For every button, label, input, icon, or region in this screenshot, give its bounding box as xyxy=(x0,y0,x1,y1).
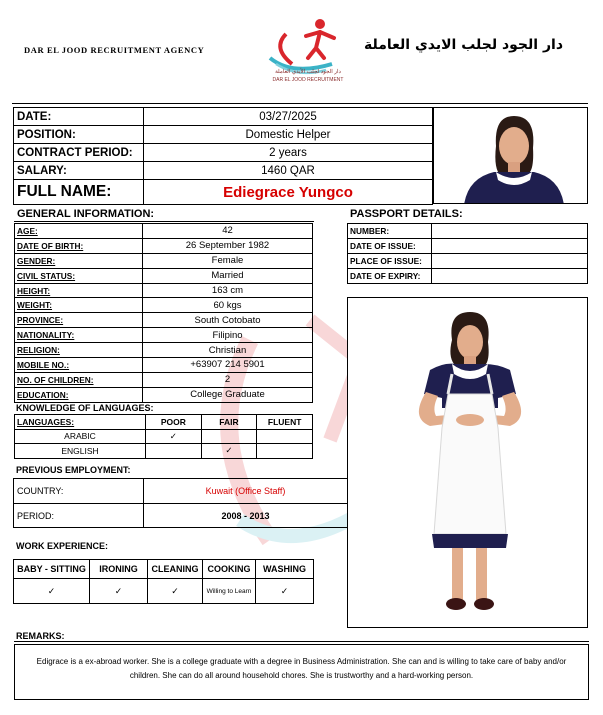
ironing-header: IRONING xyxy=(90,560,148,579)
fair-header: FAIR xyxy=(201,415,257,430)
table-row xyxy=(15,253,313,268)
header-divider xyxy=(12,103,588,104)
religion-label: RELIGION: xyxy=(15,343,143,358)
place-of-issue-value xyxy=(432,254,588,269)
baby-sitting-header: BABY - SITTING xyxy=(14,560,90,579)
remarks-title: REMARKS: xyxy=(16,631,65,641)
dob-value: 26 September 1982 xyxy=(143,238,313,253)
ironing-value: ✓ xyxy=(90,579,148,604)
previous-employment-table xyxy=(13,478,348,528)
table-row xyxy=(348,239,588,254)
nationality-label: NATIONALITY: xyxy=(15,328,143,343)
civil-status-label: CIVIL STATUS: xyxy=(15,268,143,283)
work-experience-title: WORK EXPERIENCE: xyxy=(16,541,109,551)
table-row xyxy=(15,429,313,444)
table-row xyxy=(15,343,313,358)
education-value: College Graduate xyxy=(143,387,313,402)
logo-text-ar: دار الجود لجلب الأيدي العاملة xyxy=(275,69,341,75)
civil-status-value: Married xyxy=(143,268,313,283)
period-value: 2008 - 2013 xyxy=(144,504,348,528)
cleaning-value: ✓ xyxy=(148,579,203,604)
place-of-issue-label: PLACE OF ISSUE: xyxy=(348,254,432,269)
washing-value: ✓ xyxy=(256,579,314,604)
table-row xyxy=(15,224,313,239)
children-value: 2 xyxy=(143,372,313,387)
full-name-label: FULL NAME: xyxy=(14,180,144,205)
period-label: PERIOD: xyxy=(14,504,144,528)
date-of-expiry-label: DATE OF EXPIRY: xyxy=(348,269,432,284)
english-poor-check xyxy=(146,444,202,459)
height-label: HEIGHT: xyxy=(15,283,143,298)
table-row xyxy=(15,328,313,343)
salary-value: 1460 QAR xyxy=(144,162,433,180)
province-label: PROVINCE: xyxy=(15,313,143,328)
date-value: 03/27/2025 xyxy=(144,108,433,126)
religion-value: Christian xyxy=(143,343,313,358)
cooking-header: COOKING xyxy=(203,560,256,579)
table-row xyxy=(15,268,313,283)
table-row xyxy=(15,283,313,298)
table-row xyxy=(15,313,313,328)
table-row xyxy=(15,387,313,402)
weight-label: WEIGHT: xyxy=(15,298,143,313)
languages-title: KNOWLEDGE OF LANGUAGES: xyxy=(16,403,154,413)
contract-period-value: 2 years xyxy=(144,144,433,162)
arabic-poor-check: ✓ xyxy=(146,429,202,444)
table-row xyxy=(348,254,588,269)
contract-period-label: CONTRACT PERIOD: xyxy=(14,144,144,162)
date-of-issue-label: DATE OF ISSUE: xyxy=(348,239,432,254)
candidate-headshot xyxy=(433,107,588,204)
language-arabic: ARABIC xyxy=(15,429,146,444)
mobile-value: +63907 214 5901 xyxy=(143,358,313,373)
passport-number-label: NUMBER: xyxy=(348,224,432,239)
table-row xyxy=(15,372,313,387)
work-experience-table xyxy=(13,559,314,604)
agency-name-ar: دار الجود لجلب الايدي العاملة xyxy=(363,37,563,53)
education-label: EDUCATION: xyxy=(15,387,143,402)
cooking-value: Willing to Learn xyxy=(203,579,256,604)
date-of-issue-value xyxy=(432,239,588,254)
passport-details-title: PASSPORT DETAILS: xyxy=(350,208,463,220)
age-value: 42 xyxy=(143,224,313,239)
fluent-header: FLUENT xyxy=(257,415,313,430)
remarks-text: Edigrace is a ex-abroad worker. She is a college graduate with a degree in Business Administration. She can and is willing to take care of baby and/or children. She can do all around household chores. She is trustworthy and a hard-working person. xyxy=(14,644,589,700)
baby-sitting-value: ✓ xyxy=(14,579,90,604)
english-fair-check: ✓ xyxy=(201,444,257,459)
full-name-value: Ediegrace Yungco xyxy=(144,180,433,205)
children-label: NO. OF CHILDREN: xyxy=(15,372,143,387)
agency-name-en: DAR EL JOOD RECRUITMENT AGENCY xyxy=(24,45,205,55)
gender-value: Female xyxy=(143,253,313,268)
nationality-value: Filipino xyxy=(143,328,313,343)
arabic-fair-check xyxy=(201,429,257,444)
general-info-title: GENERAL INFORMATION: xyxy=(17,208,155,220)
mobile-label: MOBILE NO.: xyxy=(15,358,143,373)
weight-value: 60 kgs xyxy=(143,298,313,313)
salary-label: SALARY: xyxy=(14,162,144,180)
table-row xyxy=(14,479,348,504)
country-label: COUNTRY: xyxy=(14,479,144,504)
general-info-underline xyxy=(14,221,314,222)
province-value: South Cotobato xyxy=(143,313,313,328)
age-label: AGE: xyxy=(15,224,143,239)
candidate-full-body-photo xyxy=(347,297,588,628)
languages-table xyxy=(14,414,313,459)
date-of-expiry-value xyxy=(432,269,588,284)
date-label: DATE: xyxy=(14,108,144,126)
table-row xyxy=(15,444,313,459)
table-row xyxy=(15,358,313,373)
summary-table xyxy=(13,107,433,205)
language-english: ENGLISH xyxy=(15,444,146,459)
passport-number-value xyxy=(432,224,588,239)
table-row xyxy=(15,238,313,253)
dob-label: DATE OF BIRTH: xyxy=(15,238,143,253)
table-row xyxy=(348,269,588,284)
position-label: POSITION: xyxy=(14,126,144,144)
arabic-fluent-check xyxy=(257,429,313,444)
previous-employment-title: PREVIOUS EMPLOYMENT: xyxy=(16,465,131,475)
height-value: 163 cm xyxy=(143,283,313,298)
table-row xyxy=(14,504,348,528)
position-value: Domestic Helper xyxy=(144,126,433,144)
remarks-underline xyxy=(14,641,589,642)
passport-table xyxy=(347,223,588,284)
english-fluent-check xyxy=(257,444,313,459)
poor-header: POOR xyxy=(146,415,202,430)
washing-header: WASHING xyxy=(256,560,314,579)
table-row xyxy=(348,224,588,239)
gender-label: GENDER: xyxy=(15,253,143,268)
languages-header: LANGUAGES: xyxy=(15,415,146,430)
cleaning-header: CLEANING xyxy=(148,560,203,579)
logo-text-en: DAR EL JOOD RECRUITMENT xyxy=(272,77,344,83)
country-value: Kuwait (Office Staff) xyxy=(144,479,348,504)
general-info-table xyxy=(14,223,313,403)
table-row xyxy=(15,298,313,313)
